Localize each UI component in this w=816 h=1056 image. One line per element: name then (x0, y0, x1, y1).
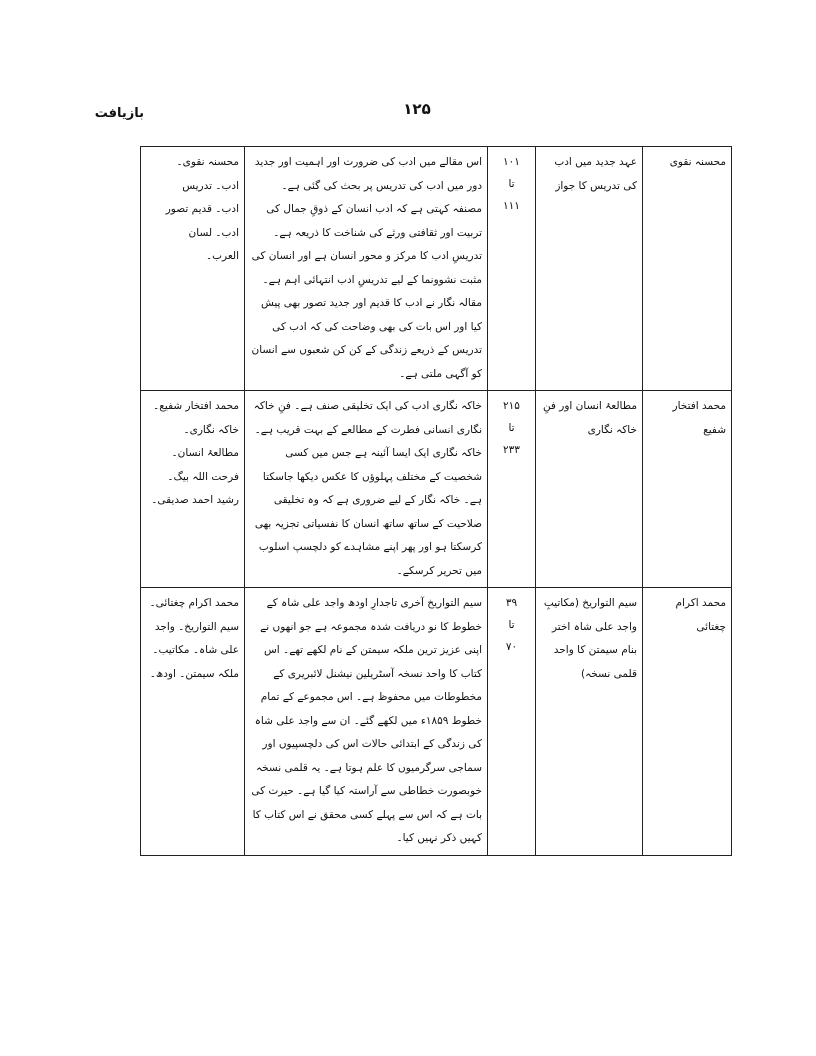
author-cell: محمد افتخار شفیع (643, 391, 732, 588)
summary-cell: خاکہ نگاری ادب کی ایک تخلیقی صنف ہے۔ فنِ خاکہ نگاری انسانی فطرت کے مطالعے کے بہت قریب ہے۔ خاکہ نگاری ایک ایسا آئینہ ہے جس میں کسی شخصیت کے مختلف پہلوؤں کا عکس دیکھا جاسکتا ہے۔ خاکہ نگار کے لیے ضروری ہے کہ وہ تخلیقی صلاحیت کے ساتھ ساتھ انسان کا نفسیاتی تجزیہ بھی کرسکتا ہو اور پھر اپنے مشاہدے کو دلچسپ اسلوب میں تحریر کرسکے۔ (245, 391, 488, 588)
keyword: فرحت اللہ بیگ۔ (167, 470, 239, 483)
keyword: ادب۔ قدیم تصور (165, 203, 239, 215)
pages-cell (488, 588, 536, 856)
keywords-cell (141, 147, 245, 391)
keyword: ملکہ سیمتن۔ اودھ۔ (149, 667, 239, 680)
table-row (141, 588, 732, 856)
keyword: ادب۔ لسان (188, 226, 239, 239)
index-table (140, 146, 732, 856)
page-number: ۱۲۵ (403, 100, 431, 118)
author-cell: محمد اکرام چغتائی (643, 588, 732, 856)
page-from: ۱۰۱ (503, 156, 520, 168)
page-from: ۳۹ (505, 597, 518, 609)
pages-cell (488, 147, 536, 391)
keyword: محسنہ نقوی۔ (176, 156, 239, 168)
keyword: ادب۔ تدریس (182, 179, 239, 192)
table-row (141, 391, 732, 588)
page-separator: تا (508, 178, 515, 190)
journal-name: بازیافت (94, 106, 144, 121)
keyword: محمد اکرام چغتائی۔ (149, 597, 239, 609)
keywords-cell (141, 391, 245, 588)
keywords-cell (141, 588, 245, 856)
page-header (0, 100, 816, 130)
summary-cell: سیم التواریخ آخری تاجدارِ اودھ واجد علی شاہ کے خطوط کا نو دریافت شدہ مجموعہ ہے جو انھوں نے اپنی عزیز ترین ملکہ سیمتن کے نام لکھے تھے۔ اس کتاب کا واحد نسخہ آسٹریلین نیشنل لائبریری کے مخطوطات میں محفوظ ہے۔ اس مجموعے کے تمام خطوط ۱۸۵۹ء میں لکھے گئے۔ ان سے واجد علی شاہ کی زندگی کے ابتدائی حالات اس کی دلچسپیوں اور سماجی سرگرمیوں کا علم ہوتا ہے۔ یہ قلمی نسخہ خوبصورت خطاطی سے آراستہ کیا گیا ہے۔ حیرت کی بات ہے کہ اس سے پہلے کسی محقق نے اس کتاب کا کہیں ذکر نہیں کیا۔ (245, 588, 488, 856)
table-row (141, 147, 732, 391)
page-to: ۷۰ (505, 641, 518, 653)
keyword: خاکہ نگاری۔ (183, 423, 239, 436)
page-to: ۱۱۱ (503, 200, 520, 212)
author-cell: محسنہ نقوی (643, 147, 732, 391)
pages-cell (488, 391, 536, 588)
page-to: ۲۳۳ (503, 444, 520, 456)
keyword: رشید احمد صدیقی۔ (151, 494, 239, 506)
page-separator: تا (508, 422, 515, 434)
title-cell: سیم التواریخ (مکاتیبِ واجد علی شاہ اختر بنام سیمتن کا واحد قلمی نسخہ) (536, 588, 643, 856)
page-separator: تا (508, 619, 515, 631)
title-cell: عہد جدید میں ادب کی تدریس کا جواز (536, 147, 643, 391)
page-from: ۲۱۵ (503, 400, 520, 412)
keyword: محمد افتخار شفیع۔ (153, 400, 239, 412)
keyword: مطالعۂ انسان۔ (171, 447, 239, 459)
keyword: سیم التواریخ۔ واجد علی شاہ۔ مکاتیب۔ (152, 620, 239, 656)
summary-cell: اس مقالے میں ادب کی ضرورت اور اہمیت اور جدید دور میں ادب کی تدریس پر بحث کی گئی ہے۔ مصنفہ کہتی ہے کہ ادب انسان کے ذوقِ جمال کی تربیت اور ثقافتی ورثے کی شناخت کا ذریعہ ہے۔ تدریسِ ادب کا مرکز و محور انسان ہے اور انسان کی مثبت نشوونما کے لیے تدریسِ ادب انتہائی اہم ہے۔ مقالہ نگار نے ادب کا قدیم اور جدید تصور بھی پیش کیا اور اس بات کی بھی وضاحت کی کہ ادب کی تدریس کے ذریعے زندگی کے کن کن شعبوں سے انسان کو آگہی ملتی ہے۔ (245, 147, 488, 391)
title-cell: مطالعۂ انسان اور فنِ خاکہ نگاری (536, 391, 643, 588)
keyword: العرب۔ (205, 250, 239, 262)
